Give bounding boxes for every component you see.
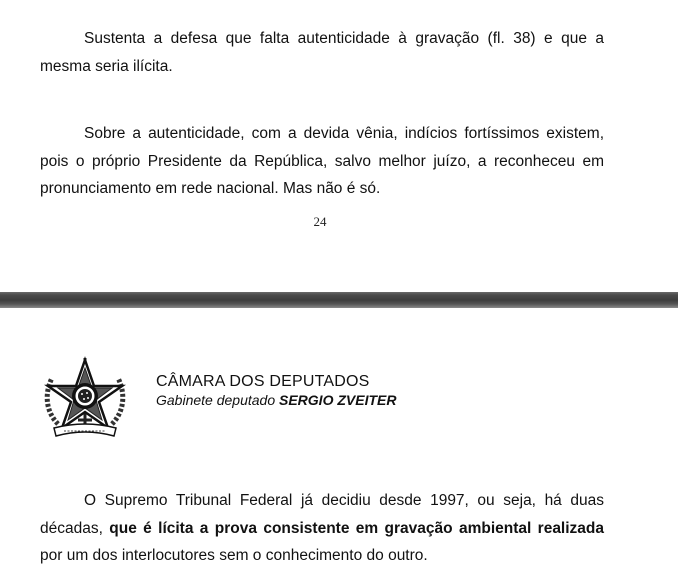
paragraph-authenticity: Sobre a autenticidade, com a devida vênia, indícios fortíssimos existem, pois o próprio Presidente da República, salvo melhor juízo, a reconheceu em pronunciamento em rede nacional. Mas não é só. [40,125,604,197]
chamber-header [156,372,396,409]
page-number: 24 [313,214,327,229]
brasao-republica-icon [40,354,130,440]
page-separator [0,292,678,308]
paragraph-emphasis: que é lícita a prova consistente em gravação ambiental realizada [109,519,605,537]
chamber-name: CÂMARA DOS DEPUTADOS [156,373,370,390]
cabinet-line [156,391,396,409]
cabinet-prefix: Gabinete deputado [156,392,279,408]
paragraph-stf-decision [40,487,604,570]
paragraph-intro: O Supremo Tribunal Federal já decidiu desde 1997, ou seja, há duas décadas, [40,492,604,537]
paragraph-outro: por um dos interlocutores sem o conhecimento do outro. [40,547,428,564]
deputy-name: SERGIO ZVEITER [279,392,397,408]
paragraph-defense-claim: Sustenta a defesa que falta autenticidade à gravação (fl. 38) e que a mesma seria ilícita. [40,30,604,75]
document-page-top [0,0,678,292]
